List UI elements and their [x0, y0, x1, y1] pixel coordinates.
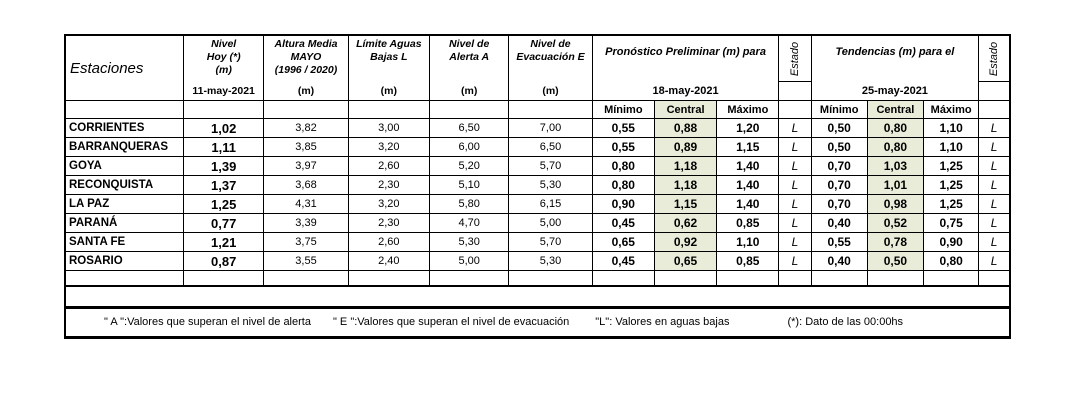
tendencias-central-cell: 0,98: [867, 195, 923, 214]
pronostico-central-cell: 0,89: [654, 138, 716, 157]
subheader-pronostico-maximo: Máximo: [717, 101, 779, 119]
subheader-tendencias-maximo: Máximo: [924, 101, 979, 119]
nivel-alerta-cell: [430, 271, 509, 286]
estado-cell: [779, 271, 811, 286]
estado-cell: L: [979, 176, 1010, 195]
estado-cell: L: [779, 176, 811, 195]
tendencias-minimo-cell: 0,70: [811, 176, 867, 195]
limite-aguas-cell: 3,00: [348, 119, 429, 138]
station-name-cell: CORRIENTES: [65, 119, 184, 138]
table-row: [65, 214, 1010, 233]
tendencias-title: Tendencias (m) para el: [835, 46, 955, 58]
col-header-nivel-hoy: [184, 35, 264, 101]
estado-rotated-box: [979, 36, 1009, 82]
group-header-tendencias: [811, 35, 979, 101]
pronostico-maximo-cell: [717, 271, 779, 286]
limite-aguas-cell: 2,30: [348, 176, 429, 195]
subheader-tendencias-central: Central: [867, 101, 923, 119]
pronostico-central-cell: [654, 271, 716, 286]
nivel-evacuacion-cell: 6,50: [509, 138, 592, 157]
estado-cell: L: [779, 233, 811, 252]
estado-cell: L: [979, 119, 1010, 138]
tendencias-minimo-cell: 0,50: [811, 119, 867, 138]
pronostico-maximo-cell: 0,85: [717, 214, 779, 233]
nivel-evacuacion-cell: 6,15: [509, 195, 592, 214]
nivel-evacuacion-cell: 5,30: [509, 176, 592, 195]
header-line: Límite Aguas: [356, 38, 422, 50]
estado-cell: L: [979, 252, 1010, 271]
legend-dato-00hs: (*): Dato de las 00:00hs: [787, 316, 904, 328]
header-line: (m): [215, 64, 232, 77]
header-date: 11-may-2021: [192, 85, 255, 98]
nivel-alerta-cell: 5,10: [430, 176, 509, 195]
header-unit: (m): [380, 85, 398, 98]
empty-cell: [65, 101, 184, 119]
header-line: Nivel de: [530, 38, 571, 50]
empty-row: [65, 271, 1010, 286]
tendencias-minimo-cell: 0,50: [811, 138, 867, 157]
pronostico-maximo-cell: 1,10: [717, 233, 779, 252]
table-row: [65, 138, 1010, 157]
empty-cell: [509, 101, 592, 119]
header-row-main: [65, 35, 1010, 101]
limite-aguas-cell: 2,60: [348, 233, 429, 252]
header-line: Evacuación E: [516, 51, 585, 64]
station-name-cell: SANTA FE: [65, 233, 184, 252]
nivel-evacuacion-cell: 5,00: [509, 214, 592, 233]
altura-media-cell: [264, 271, 348, 286]
tendencias-maximo-cell: 0,90: [924, 233, 979, 252]
nivel-hoy-cell: 0,77: [184, 214, 264, 233]
nivel-alerta-cell: 5,00: [430, 252, 509, 271]
nivel-evacuacion-cell: [509, 271, 592, 286]
tendencias-minimo-cell: 0,55: [811, 233, 867, 252]
table-header: [65, 35, 1010, 119]
table-row: [65, 119, 1010, 138]
limite-aguas-cell: 3,20: [348, 138, 429, 157]
station-name-cell: RECONQUISTA: [65, 176, 184, 195]
pronostico-minimo-cell: 0,65: [592, 233, 654, 252]
tendencias-minimo-cell: 0,40: [811, 252, 867, 271]
station-rows: [65, 119, 1010, 286]
nivel-hoy-cell: 1,37: [184, 176, 264, 195]
station-name-cell: BARRANQUERAS: [65, 138, 184, 157]
pronostico-minimo-cell: 0,55: [592, 138, 654, 157]
header-line: (1996 / 2020): [274, 64, 338, 77]
pronostico-maximo-cell: 1,20: [717, 119, 779, 138]
pronostico-minimo-cell: 0,45: [592, 252, 654, 271]
station-name-cell: PARANÁ: [65, 214, 184, 233]
col-header-nivel-alerta: [430, 35, 509, 101]
estado-rotated-box: [779, 36, 810, 82]
pronostico-minimo-cell: [592, 271, 654, 286]
altura-media-cell: 3,39: [264, 214, 348, 233]
station-name-cell: LA PAZ: [65, 195, 184, 214]
header-unit: (m): [461, 85, 478, 98]
estado-cell: L: [779, 252, 811, 271]
estado-cell: L: [779, 119, 811, 138]
empty-cell: [979, 101, 1010, 119]
header-line: MAYO: [290, 51, 322, 64]
estado-label: Estado: [789, 41, 801, 76]
nivel-alerta-cell: 6,50: [430, 119, 509, 138]
table-row: [65, 233, 1010, 252]
limite-aguas-cell: [348, 271, 429, 286]
nivel-hoy-cell: 0,87: [184, 252, 264, 271]
station-name-cell: ROSARIO: [65, 252, 184, 271]
estado-cell: [979, 271, 1010, 286]
pronostico-minimo-cell: 0,80: [592, 157, 654, 176]
empty-cell: [348, 101, 429, 119]
tendencias-minimo-cell: 0,70: [811, 195, 867, 214]
header-unit: (m): [297, 85, 315, 98]
header-line: Nivel de: [449, 38, 490, 50]
tendencias-maximo-cell: 0,75: [924, 214, 979, 233]
empty-cell: [264, 101, 348, 119]
col-header-nivel-evacuacion: [509, 35, 592, 101]
tendencias-central-cell: 1,03: [867, 157, 923, 176]
estado-label: Estado: [988, 41, 1001, 76]
estado-cell: L: [779, 195, 811, 214]
empty-cell: [430, 101, 509, 119]
estado-cell: L: [979, 195, 1010, 214]
nivel-alerta-cell: 5,80: [430, 195, 509, 214]
header-row-sub: [65, 101, 1010, 119]
header-line: Alerta A: [449, 51, 490, 64]
pronostico-central-cell: 0,62: [654, 214, 716, 233]
tendencias-central-cell: 1,01: [867, 176, 923, 195]
altura-media-cell: 3,75: [264, 233, 348, 252]
legend-evacuacion: " E ":Valores que superan el nivel de evacuación: [332, 316, 570, 328]
estado-cell: L: [979, 157, 1010, 176]
nivel-alerta-cell: 5,20: [430, 157, 509, 176]
altura-media-cell: 3,68: [264, 176, 348, 195]
tendencias-central-cell: 0,80: [867, 119, 923, 138]
nivel-hoy-cell: 1,21: [184, 233, 264, 252]
tendencias-central-cell: [867, 271, 923, 286]
header-line: Bajas L: [370, 51, 408, 64]
tendencias-maximo-cell: 1,25: [924, 157, 979, 176]
pronostico-minimo-cell: 0,45: [592, 214, 654, 233]
header-unit: (m): [542, 85, 559, 98]
col-header-estado-1: [779, 35, 811, 101]
pronostico-title: Pronóstico Preliminar (m) para: [605, 46, 766, 58]
pronostico-central-cell: 0,88: [654, 119, 716, 138]
altura-media-cell: 4,31: [264, 195, 348, 214]
station-name-cell: GOYA: [65, 157, 184, 176]
pronostico-central-cell: 0,65: [654, 252, 716, 271]
legend-bar: [64, 306, 1011, 339]
group-header-pronostico: [592, 35, 779, 101]
estado-cell: L: [779, 157, 811, 176]
nivel-alerta-cell: 6,00: [430, 138, 509, 157]
limite-aguas-cell: 2,30: [348, 214, 429, 233]
table-row: [65, 157, 1010, 176]
estado-cell: L: [979, 214, 1010, 233]
table-row: [65, 252, 1010, 271]
subheader-tendencias-minimo: Mínimo: [811, 101, 867, 119]
nivel-hoy-cell: 1,11: [184, 138, 264, 157]
tendencias-minimo-cell: 0,70: [811, 157, 867, 176]
nivel-evacuacion-cell: 7,00: [509, 119, 592, 138]
nivel-hoy-cell: 1,25: [184, 195, 264, 214]
tendencias-maximo-cell: 1,10: [924, 119, 979, 138]
altura-media-cell: 3,97: [264, 157, 348, 176]
nivel-hoy-cell: 1,02: [184, 119, 264, 138]
nivel-hoy-cell: 1,39: [184, 157, 264, 176]
tendencias-central-cell: 0,50: [867, 252, 923, 271]
nivel-evacuacion-cell: 5,70: [509, 233, 592, 252]
header-line: Nivel: [211, 38, 237, 50]
pronostico-maximo-cell: 0,85: [717, 252, 779, 271]
tendencias-maximo-cell: 0,80: [924, 252, 979, 271]
limite-aguas-cell: 2,40: [348, 252, 429, 271]
pronostico-maximo-cell: 1,40: [717, 157, 779, 176]
altura-media-cell: 3,55: [264, 252, 348, 271]
stations-levels-table: [64, 34, 1011, 287]
pronostico-maximo-cell: 1,15: [717, 138, 779, 157]
tendencias-maximo-cell: 1,10: [924, 138, 979, 157]
tendencias-minimo-cell: [811, 271, 867, 286]
estado-cell: L: [979, 138, 1010, 157]
table-row: [65, 195, 1010, 214]
col-header-altura-media: [264, 35, 348, 101]
limite-aguas-cell: 3,20: [348, 195, 429, 214]
pronostico-minimo-cell: 0,55: [592, 119, 654, 138]
pronostico-central-cell: 1,15: [654, 195, 716, 214]
header-line: Hoy (*): [206, 51, 241, 64]
limite-aguas-cell: 2,60: [348, 157, 429, 176]
col-header-estado-2: [979, 35, 1010, 101]
col-header-estaciones: Estaciones: [65, 35, 184, 101]
tendencias-date: 25-may-2021: [861, 85, 928, 97]
legend-alerta: " A ":Valores que superan el nivel de alerta: [104, 316, 311, 328]
estado-cell: L: [779, 138, 811, 157]
pronostico-minimo-cell: 0,90: [592, 195, 654, 214]
tendencias-maximo-cell: 1,25: [924, 195, 979, 214]
station-name-cell: [65, 271, 184, 286]
subheader-pronostico-central: Central: [654, 101, 716, 119]
hydrology-table-sheet: [64, 34, 1011, 339]
pronostico-maximo-cell: 1,40: [717, 176, 779, 195]
empty-cell: [184, 101, 264, 119]
pronostico-minimo-cell: 0,80: [592, 176, 654, 195]
tendencias-central-cell: 0,78: [867, 233, 923, 252]
nivel-alerta-cell: 5,30: [430, 233, 509, 252]
pronostico-central-cell: 1,18: [654, 176, 716, 195]
col-header-limite-aguas-bajas: [348, 35, 429, 101]
estado-cell: L: [779, 214, 811, 233]
empty-cell: [779, 101, 811, 119]
nivel-alerta-cell: 4,70: [430, 214, 509, 233]
altura-media-cell: 3,82: [264, 119, 348, 138]
pronostico-central-cell: 0,92: [654, 233, 716, 252]
subheader-pronostico-minimo: Mínimo: [592, 101, 654, 119]
tendencias-maximo-cell: 1,25: [924, 176, 979, 195]
pronostico-central-cell: 1,18: [654, 157, 716, 176]
nivel-evacuacion-cell: 5,30: [509, 252, 592, 271]
legend-aguas-bajas: "L": Valores en aguas bajas: [595, 316, 730, 328]
altura-media-cell: 3,85: [264, 138, 348, 157]
nivel-evacuacion-cell: 5,70: [509, 157, 592, 176]
header-line: Altura Media: [274, 38, 338, 50]
estado-cell: L: [979, 233, 1010, 252]
spacer-band: [64, 287, 1011, 306]
tendencias-maximo-cell: [924, 271, 979, 286]
table-row: [65, 176, 1010, 195]
tendencias-minimo-cell: 0,40: [811, 214, 867, 233]
nivel-hoy-cell: [184, 271, 264, 286]
pronostico-date: 18-may-2021: [652, 85, 719, 97]
pronostico-maximo-cell: 1,40: [717, 195, 779, 214]
tendencias-central-cell: 0,52: [867, 214, 923, 233]
tendencias-central-cell: 0,80: [867, 138, 923, 157]
